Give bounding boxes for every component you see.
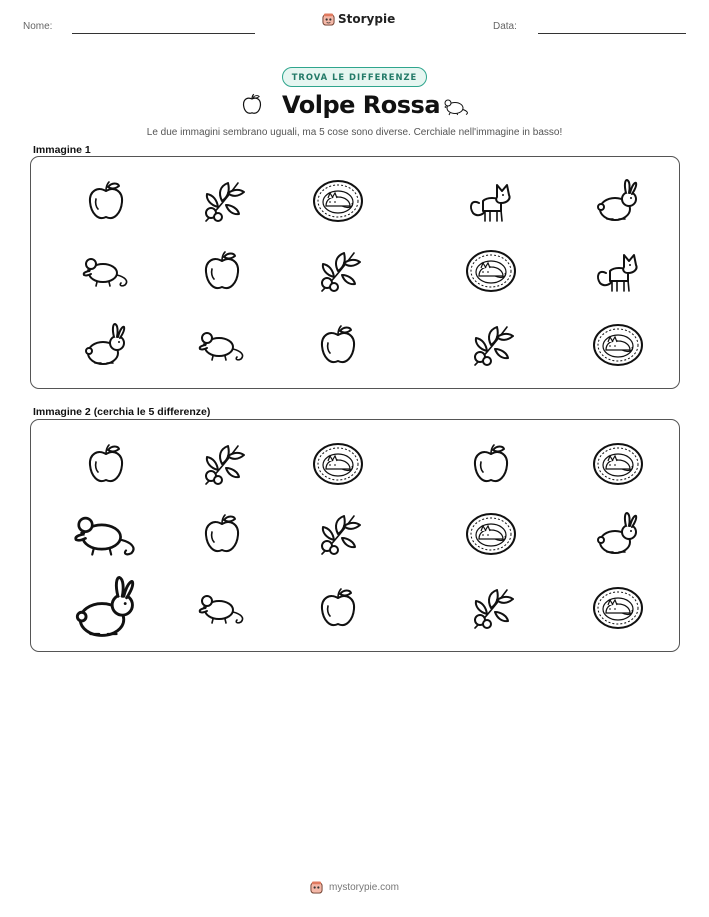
image2-fox-den-icon[interactable] (426, 498, 556, 570)
image1-berry-branch-icon (426, 309, 556, 381)
image1-fox-den-icon (273, 165, 403, 237)
instructions: Le due immagini sembrano uguali, ma 5 cose sono diverse. Cerchiale nell'immagine in basso! (146, 127, 563, 138)
image2-panel[interactable] (30, 419, 680, 652)
image2-grid[interactable] (31, 420, 679, 651)
image2-berry-branch-icon[interactable] (273, 498, 403, 570)
mouse-icon (441, 95, 471, 117)
apple-icon (240, 93, 264, 117)
image1-rabbit-icon (553, 165, 683, 237)
image2-apple-icon[interactable] (157, 498, 287, 570)
footer-site[interactable]: mystorypie.com (328, 882, 399, 893)
image1-label: Immagine 1 (33, 144, 91, 156)
image2-rabbit-icon[interactable] (553, 498, 683, 570)
image2-apple-icon[interactable] (41, 428, 171, 500)
page-title: Volpe Rossa (282, 91, 441, 119)
image1-apple-icon (273, 309, 403, 381)
image1-fox-den-icon (553, 309, 683, 381)
image2-mouse-large-icon[interactable] (41, 498, 171, 570)
name-label: Nome: (23, 21, 53, 32)
image1-panel (30, 156, 680, 389)
date-line[interactable] (538, 33, 686, 34)
image2-apple-icon[interactable] (426, 428, 556, 500)
image1-apple-icon (157, 235, 287, 307)
storypie-logo-icon (322, 13, 335, 26)
image2-berry-branch-icon[interactable] (426, 572, 556, 644)
image1-rabbit-icon (41, 309, 171, 381)
image1-grid (31, 157, 679, 388)
image1-berry-branch-icon (157, 165, 287, 237)
image2-apple-icon[interactable] (273, 572, 403, 644)
activity-badge: TROVA LE DIFFERENZE (282, 67, 427, 87)
image2-fox-den-icon[interactable] (553, 428, 683, 500)
brand-name: Storypie (338, 12, 396, 26)
image1-mouse-icon (41, 235, 171, 307)
image2-fox-den-icon[interactable] (273, 428, 403, 500)
brand-logo (322, 12, 395, 26)
image2-mouse-icon[interactable] (157, 572, 287, 644)
storypie-logo-icon (310, 881, 323, 894)
image1-berry-branch-icon (273, 235, 403, 307)
image1-fox-icon (553, 235, 683, 307)
image1-apple-icon (41, 165, 171, 237)
name-line[interactable] (72, 33, 255, 34)
image2-rabbit-large-icon[interactable] (41, 572, 171, 644)
image2-label: Immagine 2 (cerchia le 5 differenze) (33, 406, 211, 418)
footer (0, 881, 709, 894)
image2-fox-den-icon[interactable] (553, 572, 683, 644)
image1-fox-icon (426, 165, 556, 237)
image2-berry-branch-icon[interactable] (157, 428, 287, 500)
date-label: Data: (493, 21, 517, 32)
image1-fox-den-icon (426, 235, 556, 307)
image1-mouse-icon (157, 309, 287, 381)
